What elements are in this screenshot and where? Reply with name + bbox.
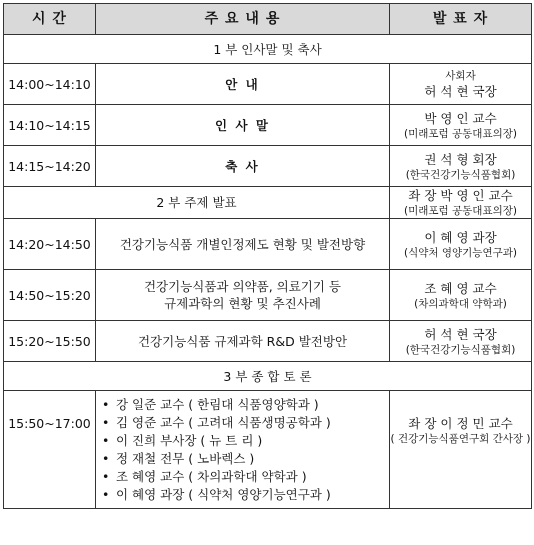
time-cell: 14:10~14:15 xyxy=(4,105,96,146)
header-row xyxy=(4,4,532,35)
part-1-row xyxy=(4,35,532,64)
topic-cell: 인 사 말 xyxy=(96,105,390,146)
time-cell: 14:15~14:20 xyxy=(4,146,96,187)
speaker-name: 조 혜 영 교수 xyxy=(424,280,497,296)
speaker-affiliation: (한국건강기능식품협회) xyxy=(405,343,516,356)
panelist-text: 정 재철 전무 ( 노바렉스 ) xyxy=(116,451,255,466)
speaker-cell xyxy=(390,391,532,509)
speaker-role: 사회자 xyxy=(445,69,476,82)
chair-affiliation: ( 건강기능식품연구회 간사장 ) xyxy=(390,433,531,445)
list-item xyxy=(102,432,389,450)
speaker-affiliation: (차의과학대 약학과) xyxy=(414,297,507,310)
topic-cell: 축 사 xyxy=(96,146,390,187)
bullet: • xyxy=(102,415,110,430)
bullet: • xyxy=(102,451,110,466)
chair-affiliation: (미래포럼 공동대표의장) xyxy=(404,205,517,217)
speaker-name: 권 석 형 회장 xyxy=(424,151,497,167)
speaker-name: 허 석 현 국장 xyxy=(424,326,497,342)
chair-name: 좌 장 박 영 인 교수 xyxy=(408,188,513,203)
bullet: • xyxy=(102,397,110,412)
bullet: • xyxy=(102,433,110,448)
panelist-list xyxy=(102,396,389,504)
chair-name: 좌 장 이 정 민 교수 xyxy=(408,416,513,431)
topic-cell xyxy=(96,270,390,321)
panelist-text: 조 혜영 교수 ( 차의과학대 약학과 ) xyxy=(116,469,307,484)
speaker-name: 이 혜 영 과장 xyxy=(424,229,497,245)
part-3-row xyxy=(4,362,532,391)
list-item xyxy=(102,450,389,468)
schedule-row-panel-discussion xyxy=(4,391,532,509)
schedule-row-presentation-3 xyxy=(4,321,532,362)
panelist-text: 강 일준 교수 ( 한림대 식품영양학과 ) xyxy=(116,397,319,412)
time-cell: 15:50~17:00 xyxy=(4,391,96,509)
panelist-text: 이 진희 부사장 ( 뉴 트 리 ) xyxy=(116,433,263,448)
panelist-list-cell xyxy=(96,391,390,509)
topic-line-2: 규제과학의 현황 및 추진사례 xyxy=(164,296,321,311)
list-item xyxy=(102,468,389,486)
header-speaker: 발 표 자 xyxy=(390,4,532,35)
speaker-affiliation: (식약처 영양기능연구과) xyxy=(404,246,517,259)
list-item xyxy=(102,486,389,504)
header-time: 시 간 xyxy=(4,4,96,35)
program-schedule-table xyxy=(3,3,532,509)
part-2-chair-cell xyxy=(390,187,532,219)
speaker-affiliation: (미래포럼 공동대표의장) xyxy=(404,127,517,140)
speaker-name: 박 영 인 교수 xyxy=(424,110,497,126)
list-item xyxy=(102,396,389,414)
panelist-text: 김 영준 교수 ( 고려대 식품생명공학과 ) xyxy=(116,415,331,430)
part-3-title: 3 부 종 합 토 론 xyxy=(4,362,532,391)
speaker-cell xyxy=(390,146,532,187)
time-cell: 15:20~15:50 xyxy=(4,321,96,362)
part-2-title: 2 부 주제 발표 xyxy=(4,187,390,219)
schedule-row-greeting xyxy=(4,105,532,146)
bullet: • xyxy=(102,469,110,484)
list-item xyxy=(102,414,389,432)
speaker-name: 허 석 현 국장 xyxy=(424,83,497,99)
topic-cell: 건강기능식품 규제과학 R&D 발전방안 xyxy=(96,321,390,362)
schedule-row-presentation-2 xyxy=(4,270,532,321)
topic-line-1: 건강기능식품과 의약품, 의료기기 등 xyxy=(143,279,342,294)
topic-cell: 안 내 xyxy=(96,64,390,105)
speaker-cell xyxy=(390,321,532,362)
speaker-cell xyxy=(390,270,532,321)
time-cell: 14:50~15:20 xyxy=(4,270,96,321)
time-cell: 14:20~14:50 xyxy=(4,219,96,270)
part-1-title: 1 부 인사말 및 축사 xyxy=(4,35,532,64)
speaker-affiliation: (한국건강기능식품협회) xyxy=(405,168,516,181)
bullet: • xyxy=(102,487,110,502)
speaker-cell xyxy=(390,105,532,146)
schedule-row-congratulation xyxy=(4,146,532,187)
header-topic: 주 요 내 용 xyxy=(96,4,390,35)
part-2-row xyxy=(4,187,532,219)
topic-cell: 건강기능식품 개별인정제도 현황 및 발전방향 xyxy=(96,219,390,270)
schedule-row-presentation-1 xyxy=(4,219,532,270)
time-cell: 14:00~14:10 xyxy=(4,64,96,105)
speaker-cell xyxy=(390,219,532,270)
speaker-cell xyxy=(390,64,532,105)
schedule-row-guide xyxy=(4,64,532,105)
panelist-text: 이 혜영 과장 ( 식약처 영양기능연구과 ) xyxy=(116,487,331,502)
